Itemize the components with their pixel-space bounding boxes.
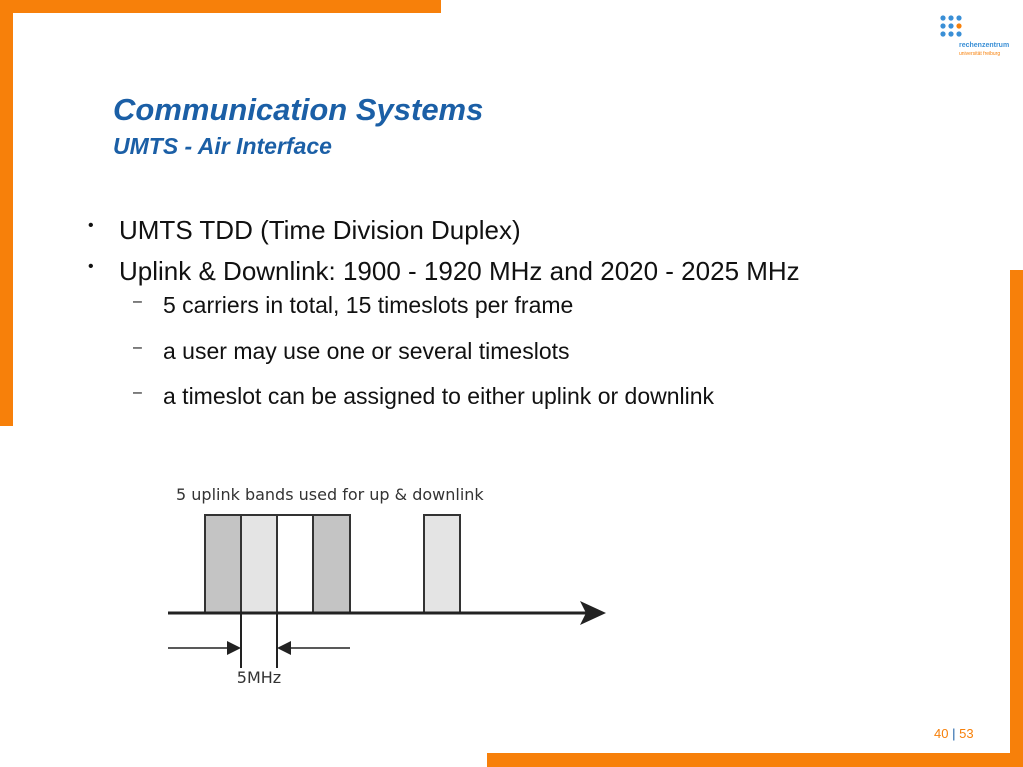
top-accent-bar xyxy=(0,0,441,13)
sub-bullet-marker: – xyxy=(133,293,142,310)
band-rect xyxy=(424,515,460,613)
bullet-marker: • xyxy=(88,258,94,275)
logo-name: rechenzentrum xyxy=(959,42,1010,49)
spacing-label: 5MHz xyxy=(236,668,282,687)
bullet-text: UMTS TDD (Time Division Duplex) xyxy=(119,215,521,245)
sub-bullet-marker: – xyxy=(133,339,142,356)
slide-title: Communication Systems xyxy=(113,92,484,127)
university-logo xyxy=(938,14,1008,62)
arrowhead-right-icon xyxy=(227,641,241,655)
frequency-band-diagram xyxy=(160,478,620,693)
band-rect xyxy=(241,515,277,613)
logo-dots-icon xyxy=(938,14,968,44)
sub-bullet-marker: – xyxy=(133,384,142,401)
sub-bullet-text: a timeslot can be assigned to either uplink or downlink xyxy=(163,383,715,409)
band-rect xyxy=(313,515,350,613)
right-accent-bar xyxy=(1010,270,1023,767)
sub-bullet-text: 5 carriers in total, 15 timeslots per frame xyxy=(163,292,574,318)
band-rect xyxy=(205,515,241,613)
bottom-accent-bar xyxy=(487,753,1023,767)
bullet-text: Uplink & Downlink: 1900 - 1920 MHz and 2020 - 2025 MHz xyxy=(119,256,800,286)
arrowhead-left-icon xyxy=(277,641,291,655)
page-number xyxy=(934,726,974,741)
sub-bullet-text: a user may use one or several timeslots xyxy=(163,338,570,364)
slide-subtitle: UMTS - Air Interface xyxy=(113,133,332,159)
left-accent-bar xyxy=(0,0,13,426)
page-total: 53 xyxy=(959,726,974,741)
diagram-caption: 5 uplink bands used for up & downlink xyxy=(176,485,484,504)
logo-university: universität freiburg xyxy=(959,51,1001,57)
page-separator: | xyxy=(952,726,956,741)
page-current: 40 xyxy=(934,726,949,741)
bullet-marker: • xyxy=(88,217,94,234)
band-rect xyxy=(277,515,313,613)
